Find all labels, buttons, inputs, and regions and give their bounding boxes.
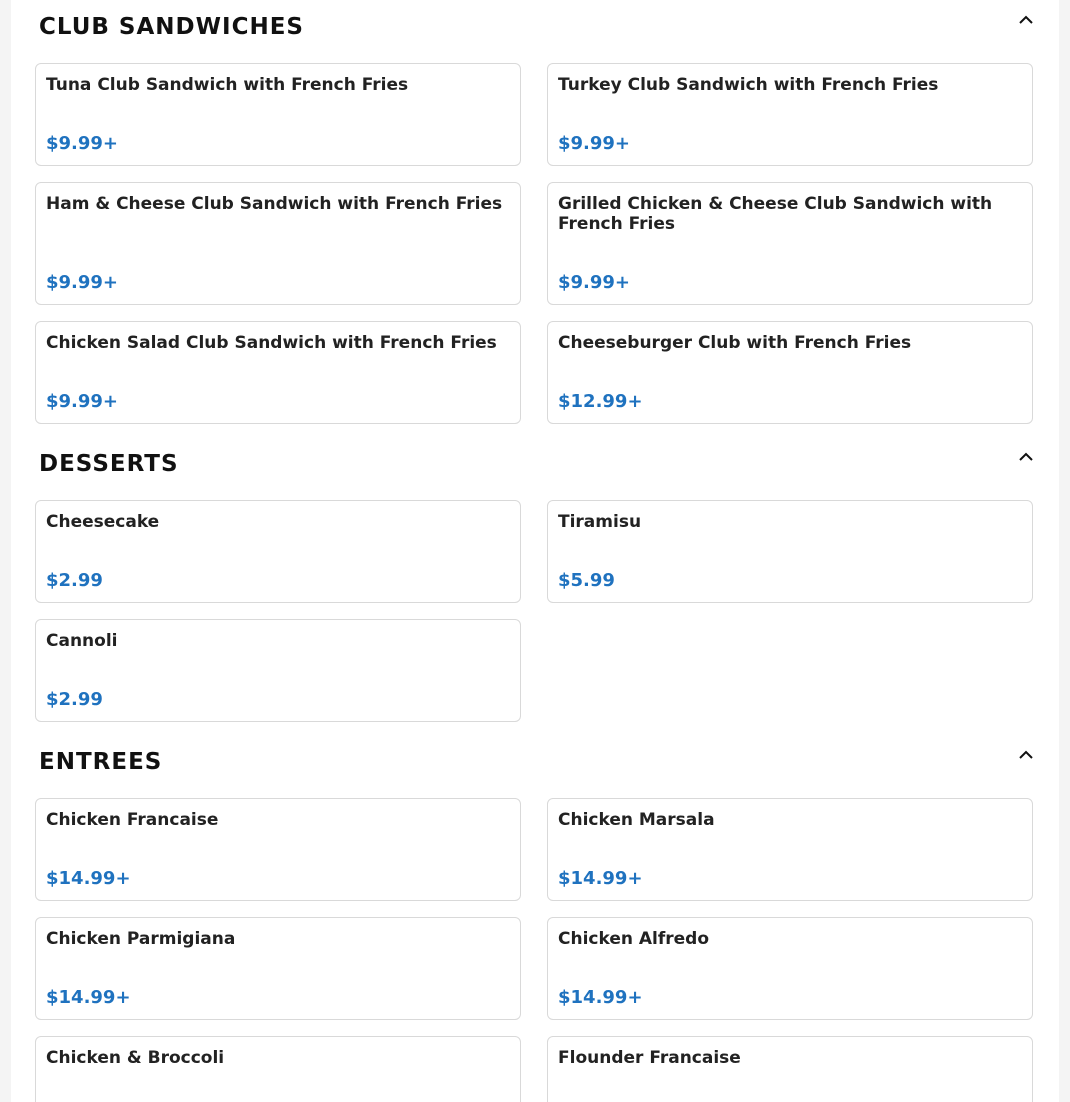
section-title: CLUB SANDWICHES bbox=[39, 14, 304, 40]
item-name: Flounder Francaise bbox=[558, 1048, 741, 1068]
menu-item-card[interactable] bbox=[35, 182, 521, 305]
item-price: $9.99+ bbox=[46, 133, 119, 154]
item-price: $9.99+ bbox=[558, 272, 631, 293]
chevron-up-icon[interactable] bbox=[1018, 747, 1034, 763]
item-price: $9.99+ bbox=[558, 133, 631, 154]
item-price: $2.99 bbox=[46, 570, 103, 591]
menu-item-card[interactable] bbox=[35, 917, 521, 1020]
item-price: $12.99+ bbox=[558, 391, 643, 412]
item-name: Tuna Club Sandwich with French Fries bbox=[46, 75, 409, 95]
menu-item-card[interactable] bbox=[547, 500, 1033, 603]
item-name: Chicken & Broccoli bbox=[46, 1048, 225, 1068]
menu-item-card[interactable] bbox=[547, 1036, 1033, 1102]
item-price: $5.99 bbox=[558, 570, 615, 591]
item-name: Chicken Francaise bbox=[46, 810, 219, 830]
menu-item-card[interactable] bbox=[35, 798, 521, 901]
menu-item-card[interactable] bbox=[35, 500, 521, 603]
menu-item-card[interactable] bbox=[547, 798, 1033, 901]
item-name: Chicken Alfredo bbox=[558, 929, 710, 949]
chevron-up-icon[interactable] bbox=[1018, 449, 1034, 465]
menu-page bbox=[11, 0, 1059, 1102]
section-header[interactable] bbox=[11, 0, 1059, 60]
item-name: Cheesecake bbox=[46, 512, 160, 532]
section-header[interactable] bbox=[11, 735, 1059, 795]
item-price: $14.99+ bbox=[558, 987, 643, 1008]
item-name: Cheeseburger Club with French Fries bbox=[558, 333, 912, 353]
menu-item-card[interactable] bbox=[547, 63, 1033, 166]
item-name: Tiramisu bbox=[558, 512, 642, 532]
menu-item-card[interactable] bbox=[547, 182, 1033, 305]
section-title: ENTREES bbox=[39, 749, 163, 775]
item-name: Grilled Chicken & Cheese Club Sandwich with French Fries bbox=[558, 194, 993, 234]
item-price: $14.99+ bbox=[558, 868, 643, 889]
item-price: $9.99+ bbox=[46, 391, 119, 412]
item-price: $14.99+ bbox=[46, 868, 131, 889]
section-title: DESSERTS bbox=[39, 451, 179, 477]
menu-item-card[interactable] bbox=[35, 63, 521, 166]
item-name: Cannoli bbox=[46, 631, 118, 651]
item-price: $9.99+ bbox=[46, 272, 119, 293]
item-name: Chicken Salad Club Sandwich with French Fries bbox=[46, 333, 497, 353]
menu-item-card[interactable] bbox=[35, 321, 521, 424]
item-name: Chicken Parmigiana bbox=[46, 929, 236, 949]
item-name: Chicken Marsala bbox=[558, 810, 715, 830]
menu-item-card[interactable] bbox=[547, 321, 1033, 424]
menu-item-card[interactable] bbox=[35, 1036, 521, 1102]
item-price: $14.99+ bbox=[46, 987, 131, 1008]
item-name: Ham & Cheese Club Sandwich with French Fries bbox=[46, 194, 503, 214]
item-name: Turkey Club Sandwich with French Fries bbox=[558, 75, 939, 95]
menu-item-card[interactable] bbox=[547, 917, 1033, 1020]
chevron-up-icon[interactable] bbox=[1018, 12, 1034, 28]
section-header[interactable] bbox=[11, 437, 1059, 497]
item-price: $2.99 bbox=[46, 689, 103, 710]
menu-item-card[interactable] bbox=[35, 619, 521, 722]
